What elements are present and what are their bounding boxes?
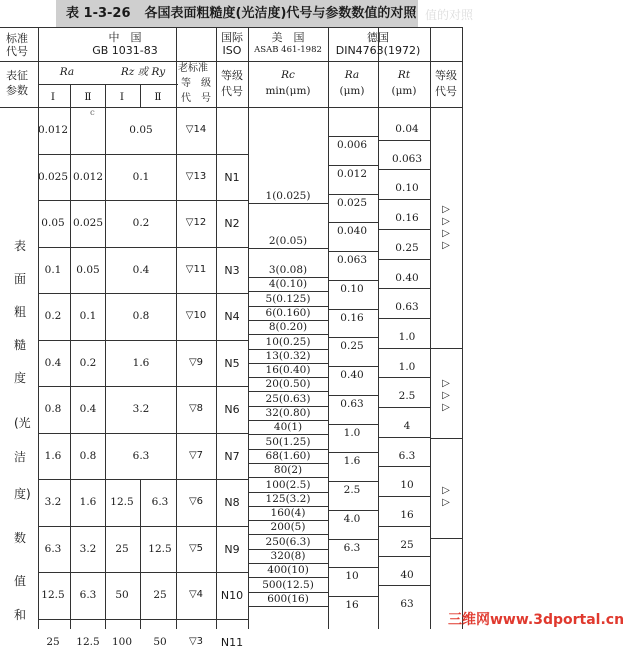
usa-rc-value: 5(0.125) — [265, 292, 311, 305]
de-ra-rule — [328, 510, 378, 511]
header-cn-ra: Ra — [59, 66, 75, 78]
cn-rz-2-value: 25 — [153, 589, 167, 602]
header-old-std-2: 等 级 — [181, 78, 211, 89]
de-ra-value: 0.10 — [340, 282, 364, 295]
header-germany-std: DIN4763(1972) — [335, 44, 421, 57]
cn-rz-value: 0.4 — [132, 263, 150, 276]
side-label-char: (光 — [14, 416, 31, 430]
table-number: 表 1-3-26 — [66, 6, 131, 21]
header-rc-unit: min(μm) — [265, 85, 311, 97]
usa-rc-value: 80(2) — [273, 464, 303, 477]
rc-rule — [248, 203, 328, 204]
header-grade-code-1: 等级 — [221, 69, 243, 82]
usa-rc-value: 13(0.32) — [265, 349, 311, 362]
de-grade-symbol: ▷ — [442, 228, 450, 239]
old-grade-code: ▽13 — [185, 170, 207, 182]
de-rt-rule — [378, 437, 430, 438]
de-rt-rule — [378, 140, 430, 141]
de-ra-value: 0.012 — [336, 167, 368, 180]
cn-ra-2-value: 3.2 — [79, 542, 97, 555]
usa-rc-value: 400(10) — [267, 564, 309, 577]
de-rt-value: 1.0 — [398, 360, 416, 373]
de-grade-symbol: ▷ — [442, 204, 450, 215]
de-rt-rule — [378, 585, 430, 586]
cn-ra-2-value: 0.8 — [79, 449, 97, 462]
de-rt-value: 4 — [403, 420, 411, 433]
cn-rz-value: 6.3 — [132, 449, 150, 462]
de-ra-value: 0.063 — [336, 254, 368, 267]
old-grade-code: ▽14 — [185, 124, 207, 136]
header-rz-col-2: Ⅱ — [154, 91, 162, 103]
de-ra-value: 0.25 — [340, 340, 364, 353]
de-rt-rule — [378, 229, 430, 230]
cn-ra-2-value: 1.6 — [79, 496, 97, 509]
de-ra-rule — [328, 309, 378, 310]
cn-rz-1-value: 25 — [115, 542, 129, 555]
de-ra-value: 1.6 — [343, 455, 361, 468]
iso-grade-code: N11 — [220, 635, 244, 649]
de-grade-symbol: ▷ — [442, 402, 450, 413]
de-ra-rule — [328, 481, 378, 482]
cn-ra-1-value: 3.2 — [44, 496, 62, 509]
old-grade-code: ▽6 — [188, 496, 204, 508]
side-label-char: 和 — [14, 608, 27, 622]
usa-rc-value: 6(0.160) — [265, 306, 311, 319]
de-grade-rule — [430, 538, 462, 539]
de-ra-value: 0.63 — [340, 397, 364, 410]
usa-rc-value: 160(4) — [270, 507, 306, 520]
de-rt-value: 0.04 — [395, 123, 419, 135]
header-grade-code-2: 代号 — [221, 85, 243, 98]
cn-rz-value: 0.2 — [132, 217, 150, 230]
de-ra-rule — [328, 452, 378, 453]
cn-ra-2-value: 12.5 — [76, 635, 100, 648]
cn-rz-1-value: 12.5 — [110, 496, 134, 509]
de-rt-value: 25 — [400, 538, 414, 551]
de-ra-rule — [328, 539, 378, 540]
column-line — [140, 84, 141, 107]
de-rt-value: 0.25 — [395, 241, 419, 254]
usa-rc-value: 320(8) — [270, 550, 306, 562]
cn-ra-2-value: 0.012 — [72, 170, 104, 183]
old-grade-code: ▽9 — [188, 356, 204, 368]
de-grade-rule — [430, 348, 462, 349]
de-grade-symbol: ▷ — [442, 240, 450, 251]
iso-grade-code: N10 — [220, 589, 244, 603]
table-row — [38, 293, 248, 294]
cn-rz-value: 0.8 — [132, 310, 150, 323]
iso-grade-code: N1 — [224, 170, 240, 184]
header-rz-col-1: Ⅰ — [119, 91, 125, 103]
header-usa-std: ASAB 461-1982 — [254, 45, 322, 55]
de-rt-rule — [378, 259, 430, 260]
usa-rc-value: 10(0.25) — [265, 335, 311, 348]
de-grade-symbol: ▷ — [442, 497, 450, 508]
header-rule — [0, 61, 462, 62]
old-grade-code: ▽10 — [185, 310, 207, 322]
watermark: 三维网www.3dportal.cn — [448, 612, 624, 628]
de-ra-rule — [328, 366, 378, 367]
de-rt-value: 0.63 — [395, 301, 419, 314]
de-ra-rule — [328, 567, 378, 568]
de-rt-rule — [378, 169, 430, 170]
header-de-ra: Ra — [344, 69, 360, 81]
de-rt-value: 0.063 — [391, 152, 423, 165]
cn-ra-2-value: 0.4 — [79, 403, 97, 416]
cn-rz-2-value: 6.3 — [151, 496, 169, 509]
column-line — [378, 27, 379, 629]
cn-ra-2-value: 0.05 — [76, 263, 100, 276]
iso-grade-code: N5 — [224, 356, 240, 370]
usa-rc-value: 100(2.5) — [265, 478, 311, 491]
de-ra-value: 0.040 — [336, 225, 368, 238]
table-row — [38, 433, 248, 434]
side-label-char: 度 — [14, 371, 27, 385]
de-ra-rule — [328, 251, 378, 252]
side-label-char: 糙 — [14, 338, 27, 352]
de-ra-value: 10 — [345, 570, 359, 583]
usa-rc-value: 125(3.2) — [265, 492, 311, 505]
iso-grade-code: N9 — [224, 542, 240, 556]
de-rt-value: 63 — [400, 598, 414, 611]
de-ra-rule — [328, 194, 378, 195]
old-grade-code: ▽12 — [185, 217, 207, 229]
table-row — [38, 572, 248, 573]
de-ra-rule — [328, 165, 378, 166]
column-line — [176, 27, 177, 629]
table-row — [38, 619, 248, 620]
de-ra-rule — [328, 337, 378, 338]
column-line — [105, 84, 106, 629]
header-rc: Rc — [281, 69, 295, 81]
header-usa: 美 国 — [271, 31, 305, 44]
header-rz-ry: Rz 或 Ry — [120, 66, 166, 78]
old-grade-code: ▽8 — [188, 403, 204, 415]
usa-rc-value: 8(0.20) — [268, 321, 308, 334]
iso-grade-code: N4 — [224, 310, 240, 324]
de-ra-value: 4.0 — [343, 512, 361, 525]
cn-ra-1-value: 1.6 — [44, 449, 62, 462]
usa-rc-value: 600(16) — [267, 592, 309, 605]
side-label-char: 表 — [14, 239, 27, 253]
old-grade-code: ▽7 — [188, 449, 204, 461]
side-label-char: 面 — [14, 272, 27, 286]
de-ra-value: 0.40 — [340, 369, 364, 382]
de-ra-value: 1.0 — [343, 426, 361, 439]
de-ra-rule — [328, 395, 378, 396]
de-ra-rule — [328, 222, 378, 223]
rc-rule — [248, 248, 328, 249]
usa-rc-value: 1(0.025) — [265, 190, 311, 202]
cn-rz-value: 3.2 — [132, 403, 150, 416]
de-rt-rule — [378, 348, 430, 349]
table-row — [38, 340, 248, 341]
de-ra-rule — [328, 596, 378, 597]
de-rt-value: 10 — [400, 479, 414, 492]
de-grade-symbol: ▷ — [442, 485, 450, 496]
usa-rc-value: 25(0.63) — [265, 392, 311, 405]
stray-mark: c — [90, 108, 95, 118]
side-label-char: 粗 — [14, 305, 27, 319]
side-label-char: 值 — [14, 574, 27, 588]
cn-ra-1-value: 0.05 — [41, 217, 65, 230]
old-grade-code: ▽4 — [188, 589, 204, 601]
de-rt-value: 0.16 — [395, 212, 419, 225]
header-de-rt: Rt — [397, 69, 411, 81]
side-label-char: 洁 — [14, 450, 27, 464]
de-rt-rule — [378, 466, 430, 467]
cn-ra-2-value: 0.1 — [79, 310, 97, 323]
header-de-ra-unit: (μm) — [339, 85, 365, 97]
de-grade-symbol: ▷ — [442, 216, 450, 227]
de-rt-rule — [378, 556, 430, 557]
header-de-grade-1: 等级 — [435, 69, 457, 82]
usa-rc-value: 20(0.50) — [265, 378, 311, 391]
header-std-code-2: 代号 — [6, 45, 28, 58]
header-iso-2: ISO — [222, 44, 242, 57]
de-grade-rule — [430, 438, 462, 439]
usa-rc-value: 50(1.25) — [265, 435, 311, 448]
cn-ra-2-value: 0.2 — [79, 356, 97, 369]
de-grade-symbol: ▷ — [442, 390, 450, 401]
cn-rz-1-value: 50 — [115, 589, 129, 602]
header-de-grade-2: 代号 — [435, 85, 457, 98]
cn-rz-2-value: 12.5 — [148, 542, 172, 555]
iso-grade-code: N2 — [224, 217, 240, 231]
table-top-rule — [0, 27, 462, 28]
cn-ra-1-value: 0.025 — [37, 170, 69, 183]
sub-header-rule — [38, 84, 178, 85]
cn-ra-1-value: 0.1 — [44, 263, 62, 276]
header-de-rt-unit: (μm) — [391, 85, 417, 97]
de-grade-symbol: ▷ — [442, 378, 450, 389]
de-ra-value: 0.006 — [336, 139, 368, 151]
de-ra-rule — [328, 136, 378, 137]
header-char-param-1: 表征 — [6, 69, 28, 82]
old-grade-code: ▽3 — [188, 635, 204, 647]
column-line — [70, 84, 71, 629]
de-ra-rule — [328, 280, 378, 281]
usa-rc-value: 4(0.10) — [268, 278, 308, 291]
header-old-std-1: 老标准 — [178, 63, 208, 74]
side-label-char: 数 — [14, 531, 27, 545]
header-germany: 德国 — [367, 31, 389, 44]
iso-grade-code: N8 — [224, 496, 240, 510]
table-row — [38, 479, 248, 480]
de-rt-value: 16 — [400, 509, 414, 522]
old-grade-code: ▽11 — [185, 263, 207, 275]
usa-rc-value: 40(1) — [273, 421, 303, 434]
cn-ra-1-value: 0.012 — [37, 124, 69, 137]
table-caption: 各国表面粗糙度(光洁度)代号与参数数值的对照 — [144, 6, 417, 21]
table-row — [38, 154, 248, 155]
de-rt-value: 40 — [400, 568, 414, 581]
cn-ra-1-value: 0.2 — [44, 310, 62, 323]
table-row — [38, 526, 248, 527]
de-rt-value: 1.0 — [398, 330, 416, 343]
de-rt-value: 2.5 — [398, 390, 416, 403]
cn-rz-1-value: 100 — [111, 635, 133, 648]
header-china-gb: GB 1031-83 — [92, 44, 158, 57]
cn-ra-1-value: 25 — [46, 635, 60, 648]
cn-ra-1-value: 0.4 — [44, 356, 62, 369]
usa-rc-value: 250(6.3) — [265, 535, 311, 548]
header-china: 中 国 — [108, 31, 142, 44]
table-row — [38, 200, 248, 201]
de-ra-value: 6.3 — [343, 541, 361, 554]
usa-rc-value: 32(0.80) — [265, 407, 311, 419]
faint-bleed-text: 值的对照 — [425, 8, 474, 22]
usa-rc-value: 3(0.08) — [268, 264, 308, 276]
old-grade-code: ▽5 — [188, 542, 204, 554]
cn-ra-1-value: 6.3 — [44, 542, 62, 555]
column-line — [38, 27, 39, 629]
de-rt-rule — [378, 318, 430, 319]
de-ra-value: 0.025 — [336, 196, 368, 209]
cn-ra-2-value: 0.025 — [72, 217, 104, 230]
iso-grade-code: N6 — [224, 403, 240, 417]
de-rt-value: 6.3 — [398, 449, 416, 462]
de-rt-rule — [378, 199, 430, 200]
de-ra-value: 2.5 — [343, 484, 361, 497]
de-ra-value: 0.16 — [340, 311, 364, 324]
column-line — [248, 27, 249, 629]
header-ra-col-2: Ⅱ — [84, 91, 92, 103]
side-label-char: 度) — [14, 487, 31, 501]
cn-ra-2-value: 6.3 — [79, 589, 97, 602]
header-ra-col-1: Ⅰ — [50, 91, 56, 103]
header-old-std-3: 代 号 — [181, 93, 211, 104]
cn-rz-value: 0.1 — [132, 170, 150, 183]
iso-grade-code: N7 — [224, 449, 240, 463]
cn-rz-value: 0.05 — [129, 124, 153, 137]
de-ra-value: 16 — [345, 599, 359, 612]
usa-rc-value: 16(0.40) — [265, 364, 311, 377]
header-std-code-1: 标准 — [6, 32, 28, 45]
header-iso-1: 国际 — [221, 31, 243, 44]
table-row — [38, 247, 248, 248]
de-rt-value: 0.10 — [395, 182, 419, 195]
usa-rc-value: 500(12.5) — [262, 578, 314, 591]
cn-ra-1-value: 0.8 — [44, 403, 62, 416]
iso-grade-code: N3 — [224, 263, 240, 277]
usa-rc-value: 68(1.60) — [265, 449, 311, 462]
rc-rule — [248, 606, 328, 607]
de-rt-rule — [378, 496, 430, 497]
de-rt-rule — [378, 407, 430, 408]
de-rt-rule — [378, 526, 430, 527]
header-char-param-2: 参数 — [6, 84, 28, 97]
column-line — [216, 27, 217, 629]
usa-rc-value: 2(0.05) — [268, 235, 308, 247]
column-line — [140, 479, 141, 629]
usa-rc-value: 200(5) — [270, 521, 306, 534]
cn-rz-value: 1.6 — [132, 356, 150, 369]
table-row — [38, 386, 248, 387]
cn-rz-2-value: 50 — [153, 635, 167, 648]
column-line — [462, 27, 463, 629]
cn-ra-1-value: 12.5 — [41, 589, 65, 602]
de-rt-rule — [378, 377, 430, 378]
de-rt-rule — [378, 288, 430, 289]
de-rt-value: 0.40 — [395, 271, 419, 284]
de-ra-rule — [328, 424, 378, 425]
table-title — [56, 0, 418, 27]
